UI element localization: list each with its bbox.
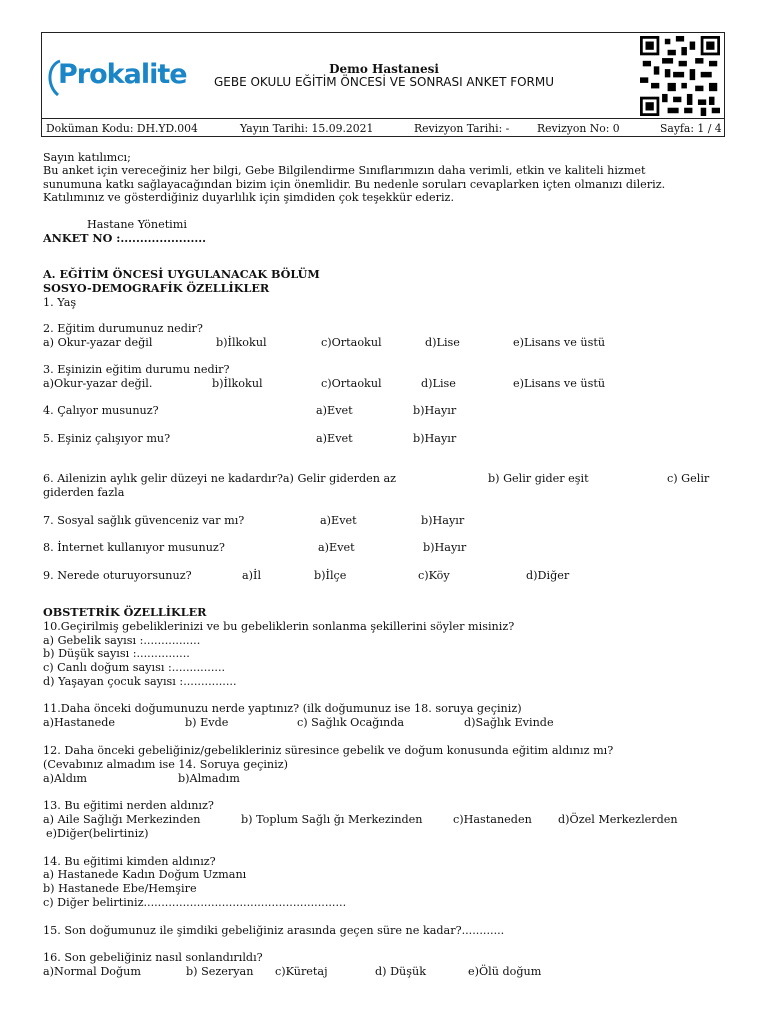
q14-text: 14. Bu eğitimi kimden aldınız? xyxy=(43,855,216,868)
revision-no: Revizyon No: 0 xyxy=(537,122,620,135)
q9-option-c[interactable]: c)Köy xyxy=(418,569,450,582)
q6-option-b[interactable]: b) Gelir gider eşit xyxy=(488,472,589,485)
q7-option-b[interactable]: b)Hayır xyxy=(421,514,465,527)
q9-option-b[interactable]: b)İlçe xyxy=(314,569,347,582)
q16-option-a[interactable]: a)Normal Doğum xyxy=(43,965,141,978)
form-header xyxy=(41,32,725,137)
hospital-name: Demo Hastanesi xyxy=(329,62,439,76)
q2-option-c[interactable]: c)Ortaokul xyxy=(321,336,382,349)
q8-option-b[interactable]: b)Hayır xyxy=(423,541,467,554)
q10-text: 10.Geçirilmiş gebeliklerinizi ve bu gebeliklerin sonlanma şekillerini söyler misiniz? xyxy=(43,620,515,633)
q2-option-e[interactable]: e)Lisans ve üstü xyxy=(513,336,606,349)
q2-text: 2. Eğitim durumunuz nedir? xyxy=(43,322,203,335)
doc-code: Doküman Kodu: DH.YD.004 xyxy=(46,122,198,135)
q12-note: (Cevabınız almadım ise 14. Soruya geçiniz) xyxy=(43,758,288,771)
page-number: Sayfa: 1 / 4 xyxy=(660,122,722,135)
q11-text: 11.Daha önceki doğumunuzu nerde yaptınız? (ilk doğumunuz ise 18. soruya geçiniz) xyxy=(43,702,522,715)
q16-option-d[interactable]: d) Düşük xyxy=(375,965,426,978)
q10-live-births[interactable]: c) Canlı doğum sayısı :............... xyxy=(43,661,226,674)
q11-option-b[interactable]: b) Evde xyxy=(185,716,229,729)
survey-number: ANKET NO :...................... xyxy=(43,231,207,245)
q6-option-c-cont: giderden fazla xyxy=(43,486,125,499)
q16-option-b[interactable]: b) Sezeryan xyxy=(186,965,254,978)
publish-date: Yayın Tarihi: 15.09.2021 xyxy=(240,122,374,135)
q2-option-a[interactable]: a) Okur-yazar değil xyxy=(43,336,153,349)
q13-option-a[interactable]: a) Aile Sağlığı Merkezinden xyxy=(43,813,201,826)
q3-option-d[interactable]: d)Lise xyxy=(421,377,456,390)
q1-age: 1. Yaş xyxy=(43,296,77,309)
q16-option-e[interactable]: e)Ölü doğum xyxy=(468,965,542,978)
q9-text: 9. Nerede oturuyorsunuz? xyxy=(43,569,192,582)
q8-option-a[interactable]: a)Evet xyxy=(318,541,355,554)
q5-option-b[interactable]: b)Hayır xyxy=(413,432,457,445)
intro-line-2: sunumuna katkı sağlayacağından bizim için önemlidir. Bu nedenle soruları cevaplarken içten olmanızı dileriz. xyxy=(43,178,666,191)
q12-option-a[interactable]: a)Aldım xyxy=(43,772,88,785)
q16-option-c[interactable]: c)Küretaj xyxy=(275,965,328,978)
q6-option-c[interactable]: c) Gelir xyxy=(667,472,710,485)
q16-text: 16. Son gebeliğiniz nasıl sonlandırıldı? xyxy=(43,951,263,964)
q3-option-a[interactable]: a)Okur-yazar değil. xyxy=(43,377,153,390)
q2-option-d[interactable]: d)Lise xyxy=(425,336,460,349)
q5-text: 5. Eşiniz çalışıyor mu? xyxy=(43,432,171,445)
q3-option-b[interactable]: b)İlkokul xyxy=(212,377,263,390)
intro-line-1: Bu anket için vereceğiniz her bilgi, Gebe Bilgilendirme Sınıflarımızın daha verimli, etkin ve kaliteli hizmet xyxy=(43,164,646,177)
qr-code-icon xyxy=(640,36,720,116)
obstetric-title: OBSTETRİK ÖZELLİKLER xyxy=(43,605,207,619)
q13-option-e[interactable]: e)Diğer(belirtiniz) xyxy=(46,827,149,840)
q4-text: 4. Çalıyor musunuz? xyxy=(43,404,159,417)
q14-option-c[interactable]: c) Diğer belirtiniz......................................................... xyxy=(43,896,347,909)
q7-text: 7. Sosyal sağlık güvenceniz var mı? xyxy=(43,514,245,527)
section-a-subtitle: SOSYO-DEMOGRAFİK ÖZELLİKLER xyxy=(43,281,270,295)
q12-option-b[interactable]: b)Almadım xyxy=(178,772,240,785)
q14-option-b[interactable]: b) Hastanede Ebe/Hemşire xyxy=(43,882,197,895)
q8-text: 8. İnternet kullanıyor musunuz? xyxy=(43,541,225,554)
q3-option-e[interactable]: e)Lisans ve üstü xyxy=(513,377,606,390)
q9-option-d[interactable]: d)Diğer xyxy=(526,569,570,582)
q13-option-c[interactable]: c)Hastaneden xyxy=(453,813,532,826)
q12-text: 12. Daha önceki gebeliğiniz/gebelikleriniz süresince gebelik ve doğum konusunda eğitim aldınız mı? xyxy=(43,744,614,757)
q6-text: 6. Ailenizin aylık gelir düzeyi ne kadardır?a) Gelir giderden az xyxy=(43,472,397,485)
q13-text: 13. Bu eğitimi nerden aldınız? xyxy=(43,799,214,812)
q4-option-b[interactable]: b)Hayır xyxy=(413,404,457,417)
q10-living-children[interactable]: d) Yaşayan çocuk sayısı :............... xyxy=(43,675,237,688)
header-divider xyxy=(42,118,724,119)
q11-option-d[interactable]: d)Sağlık Evinde xyxy=(464,716,554,729)
q13-option-d[interactable]: d)Özel Merkezlerden xyxy=(558,813,678,826)
q5-option-a[interactable]: a)Evet xyxy=(316,432,353,445)
section-a-title: A. EĞİTİM ÖNCESİ UYGULANACAK BÖLÜM xyxy=(43,267,320,281)
intro-line-3: Katılımınız ve gösterdiğiniz duyarlılık için şimdiden çok teşekkür ederiz. xyxy=(43,191,454,204)
greeting: Sayın katılımcı; xyxy=(43,151,131,164)
q10-pregnancies[interactable]: a) Gebelik sayısı :................ xyxy=(43,634,201,647)
q11-option-c[interactable]: c) Sağlık Ocağında xyxy=(297,716,405,729)
q13-option-b[interactable]: b) Toplum Sağlı ğı Merkezinden xyxy=(241,813,423,826)
q7-option-a[interactable]: a)Evet xyxy=(320,514,357,527)
q15-text: 15. Son doğumunuz ile şimdiki gebeliğiniz arasında geçen süre ne kadar?............ xyxy=(43,924,505,937)
logo-text: Prokalite xyxy=(58,59,187,90)
q10-miscarriages[interactable]: b) Düşük sayısı :............... xyxy=(43,647,190,660)
q3-text: 3. Eşinizin eğitim durumu nedir? xyxy=(43,363,230,376)
q14-option-a[interactable]: a) Hastanede Kadın Doğum Uzmanı xyxy=(43,868,247,881)
q2-option-b[interactable]: b)İlkokul xyxy=(216,336,267,349)
q4-option-a[interactable]: a)Evet xyxy=(316,404,353,417)
signature: Hastane Yönetimi xyxy=(87,218,187,231)
q11-option-a[interactable]: a)Hastanede xyxy=(43,716,115,729)
q9-option-a[interactable]: a)İl xyxy=(242,569,262,582)
q3-option-c[interactable]: c)Ortaokul xyxy=(321,377,382,390)
form-title: GEBE OKULU EĞİTİM ÖNCESİ VE SONRASI ANKET FORMU xyxy=(213,75,555,89)
revision-date: Revizyon Tarihi: - xyxy=(414,122,510,135)
